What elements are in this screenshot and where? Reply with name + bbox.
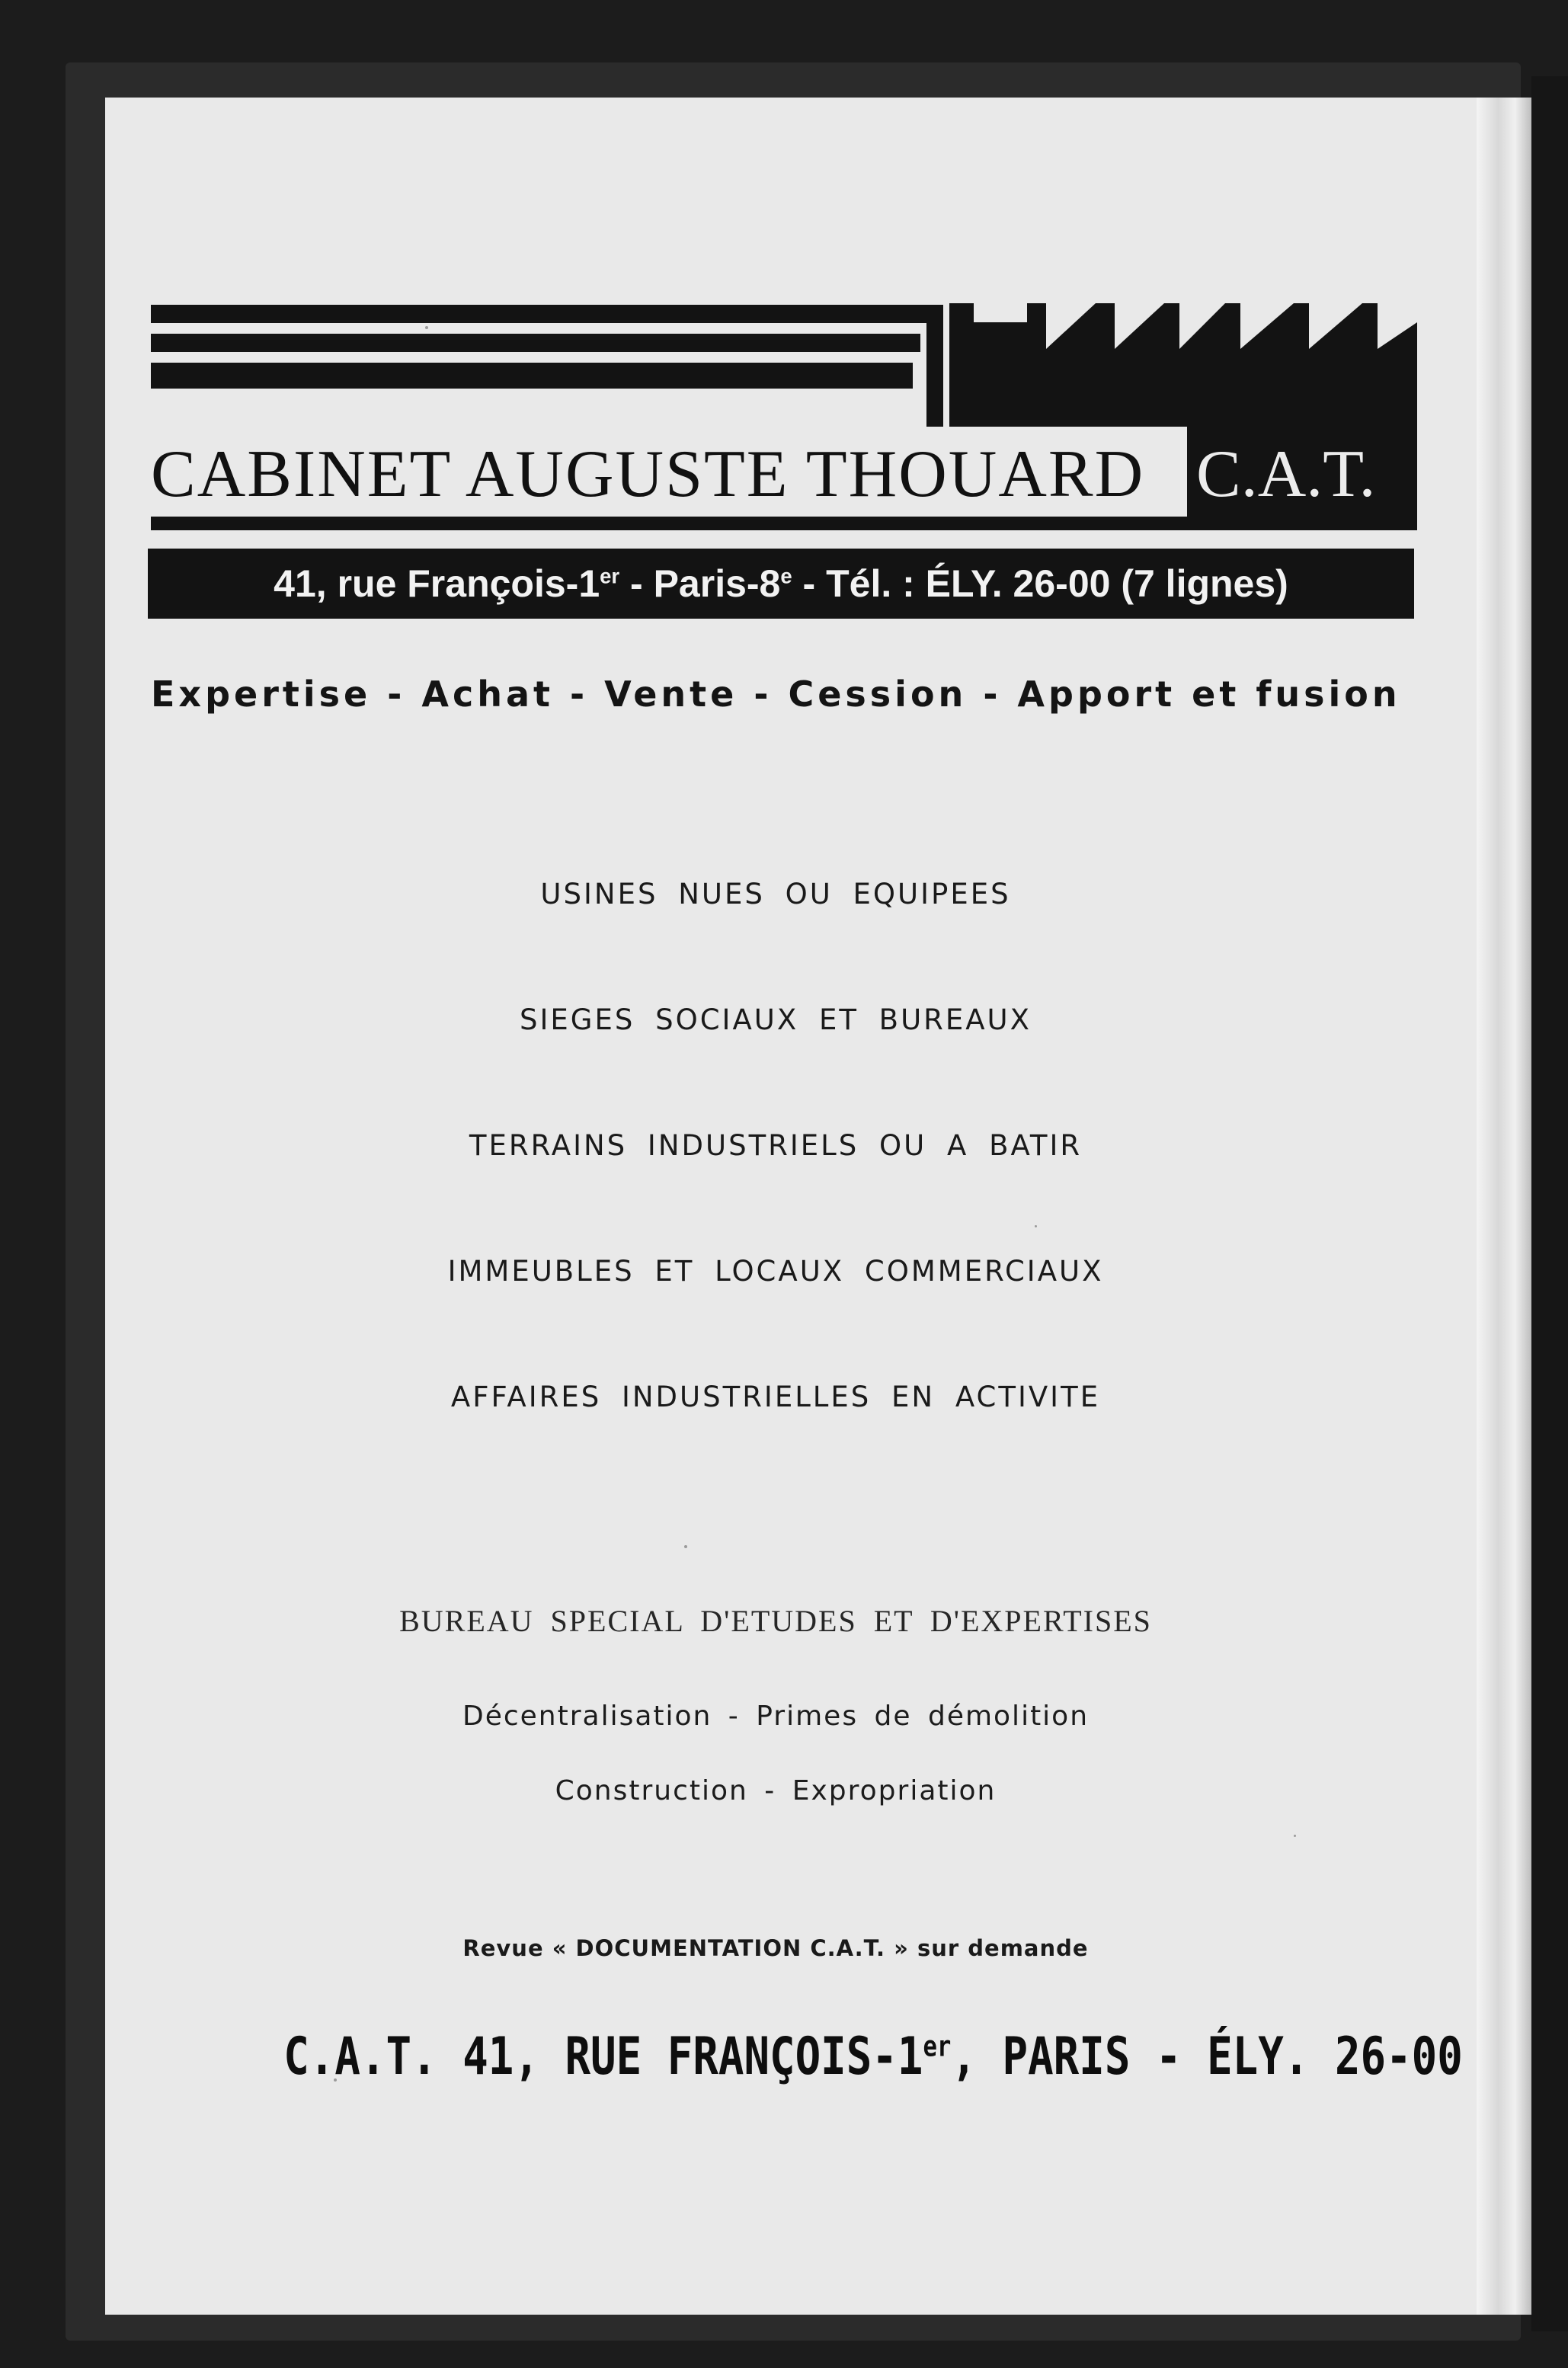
page-fore-edge — [1477, 98, 1531, 2315]
footer-ordinal: er — [923, 2029, 952, 2063]
offer-item: IMMEUBLES ET LOCAUX COMMERCIAUX — [447, 1255, 1104, 1288]
address-phone: - Tél. : ÉLY. 26-00 (7 lignes) — [792, 562, 1288, 605]
address-city: - Paris-8 — [619, 562, 781, 605]
offer-item: TERRAINS INDUSTRIELS OU A BATIR — [469, 1129, 1083, 1162]
offer-item: AFFAIRES INDUSTRIELLES EN ACTIVITE — [450, 1381, 1101, 1413]
footer-address — [283, 2027, 1463, 2087]
firm-abbreviation: C.A.T. — [1196, 437, 1376, 511]
firm-name: CABINET AUGUSTE THOUARD — [151, 437, 1145, 511]
offers-list — [151, 878, 1400, 1506]
address-district-ordinal: e — [780, 564, 792, 588]
adjacent-page-edge — [1531, 76, 1568, 2331]
print-speck — [684, 1545, 687, 1548]
address-banner — [148, 549, 1414, 619]
address-ordinal: er — [600, 564, 620, 588]
studies-bureau-title: BUREAU SPECIAL D'ETUDES ET D'EXPERTISES — [399, 1604, 1152, 1638]
services-line: Expertise - Achat - Vente - Cession - Apport et fusion — [151, 674, 1401, 715]
studies-line-2: Construction - Expropriation — [555, 1775, 997, 1806]
footer-address-end: , PARIS - ÉLY. 26-00 — [951, 2027, 1463, 2087]
offer-item: SIEGES SOCIAUX ET BUREAUX — [520, 1003, 1032, 1036]
studies-line-1: Décentralisation - Primes de démolition — [462, 1701, 1090, 1732]
offer-item: USINES NUES OU EQUIPEES — [540, 878, 1011, 910]
address-street: 41, rue François-1 — [274, 562, 600, 605]
revue-notice: Revue « DOCUMENTATION C.A.T. » sur demande — [462, 1935, 1089, 1961]
footer-address-start: C.A.T. 41, RUE FRANÇOIS-1 — [283, 2027, 923, 2087]
print-speck — [1294, 1835, 1296, 1837]
factory-logo — [151, 296, 1417, 532]
